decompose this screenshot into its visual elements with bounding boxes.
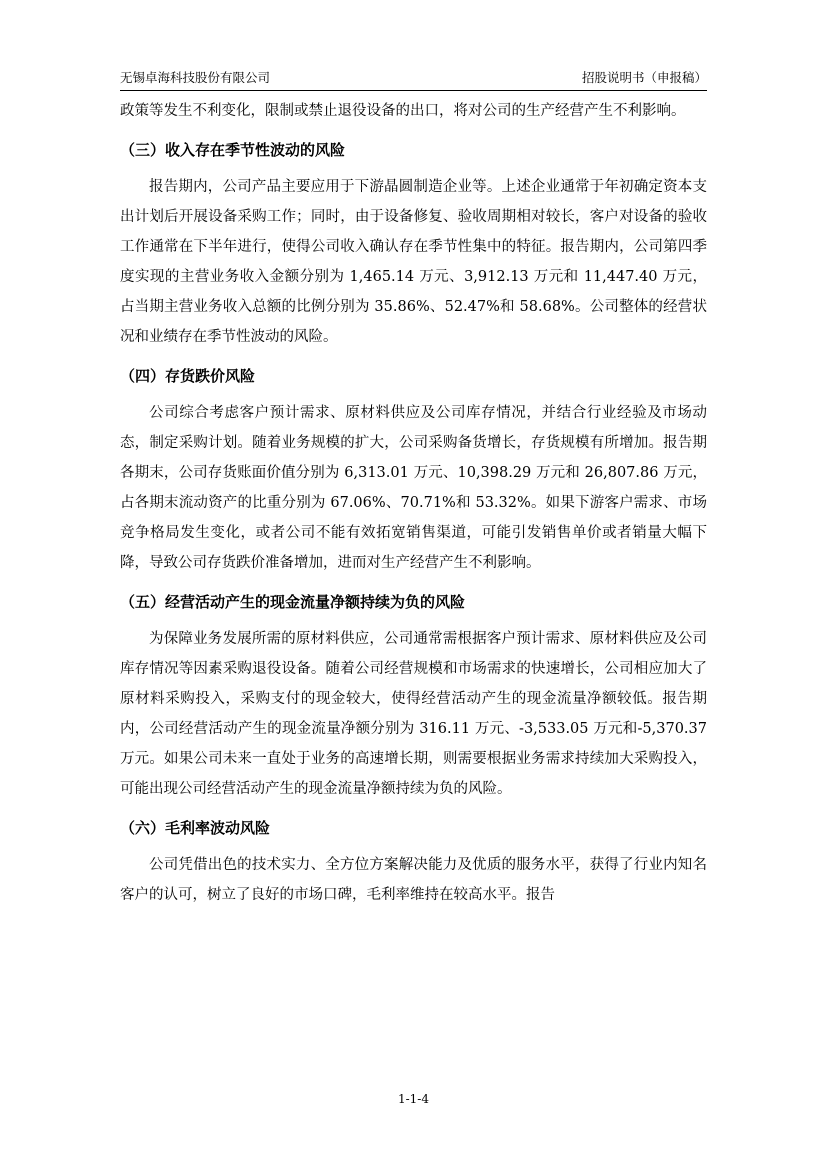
page-header [120,64,707,91]
document-body [120,96,707,910]
header-document-type: 招股说明书（申报稿） [581,70,707,85]
section-heading-seasonal-revenue-risk: （三）收入存在季节性波动的风险 [120,141,346,159]
paragraph-seasonal-revenue: 报告期内，公司产品主要应用于下游晶圆制造企业等。上述企业通常于年初确定资本支出计划后开展设备采购工作；同时，由于设备修复、验收周期相对较长，客户对设备的验收工作通常在下半年进行，使得公司收入确认存在季节性集中的特征。报告期内，公司第四季度实现的主营业务收入金额分别为 1,465.14 万元、3,912.13 万元和 11,447.40 万元，占当期主营业务收入总额的比例分别为 35.86%、52.47%和 58.68%。公司整体的经营状况和业绩存在季节性波动的风险。 [120,179,707,345]
paragraph-continued: 政策等发生不利变化，限制或禁止退役设备的出口，将对公司的生产经营产生不利影响。 [120,103,686,119]
section-heading-gross-margin-risk: （六）毛利率波动风险 [120,819,271,837]
paragraph-inventory: 公司综合考虑客户预计需求、原材料供应及公司库存情况，并结合行业经验及市场动态，制定采购计划。随着业务规模的扩大，公司采购备货增长，存货规模有所增加。报告期各期末，公司存货账面价值分别为 6,313.01 万元、10,398.29 万元和 26,807.86 万元，占各期末流动资产的比重分别为 67.06%、70.71%和 53.32%。如果下游客户需求、市场竞争格局发生变化，或者公司不能有效拓宽销售渠道，可能引发销售单价或者销量大幅下降，导致公司存货跌价准备增加，进而对生产经营产生不利影响。 [120,405,707,571]
paragraph-gross-margin: 公司凭借出色的技术实力、全方位方案解决能力及优质的服务水平，获得了行业内知名客户的认可，树立了良好的市场口碑，毛利率维持在较高水平。报告 [120,857,707,903]
paragraph-cash-flow: 为保障业务发展所需的原材料供应，公司通常需根据客户预计需求、原材料供应及公司库存情况等因素采购退役设备。随着公司经营规模和市场需求的快速增长，公司相应加大了原材料采购投入，采购支付的现金较大，使得经营活动产生的现金流量净额较低。报告期内，公司经营活动产生的现金流量净额分别为 316.11 万元、-3,533.05 万元和-5,370.37 万元。如果公司未来一直处于业务的高速增长期，则需要根据业务需求持续加大采购投入，可能出现公司经营活动产生的现金流量净额持续为负的风险。 [120,631,707,797]
header-company-name: 无锡卓海科技股份有限公司 [120,70,271,85]
section-heading-cash-flow-risk: （五）经营活动产生的现金流量净额持续为负的风险 [120,593,466,611]
section-heading-inventory-risk: （四）存货跌价风险 [120,367,256,385]
page-number: 1-1-4 [397,1092,429,1106]
